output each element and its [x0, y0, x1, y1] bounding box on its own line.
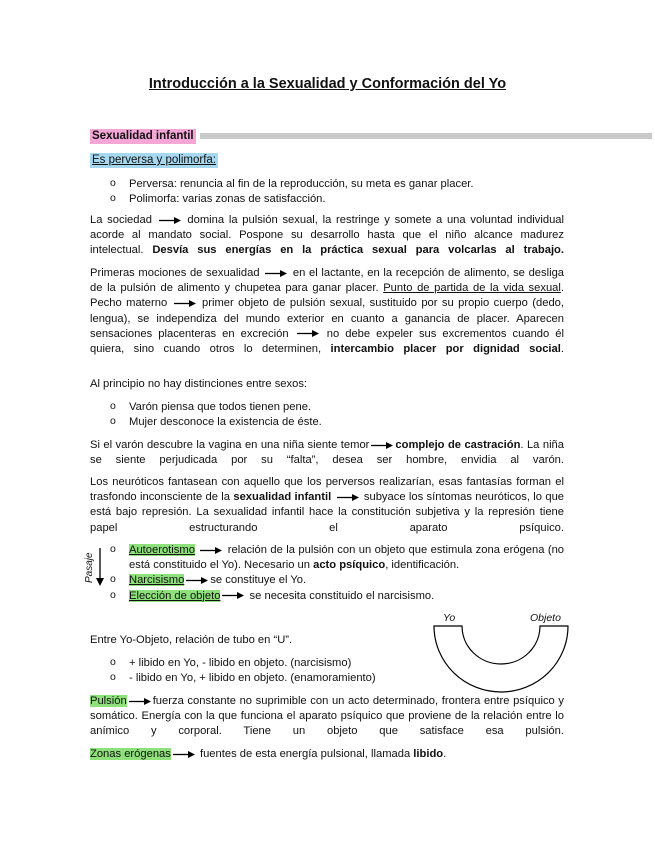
paragraph-tubo: Entre Yo-Objeto, relación de tubo en “U”.: [90, 634, 293, 646]
section-divider: [200, 133, 652, 139]
text-run: Primeras mociones de sexualidad: [90, 267, 260, 279]
text-run: .: [560, 343, 564, 356]
list-item: o Polimorfa: varias zonas de satisfacción.: [110, 192, 560, 207]
list-libido: [110, 656, 440, 686]
text-run: fuerza constante no suprimible con un acto determinado, frontera entre psíquico y somático. Energía con la que funciona el aparato psíquico que proviene de la relación entre lo anímico y corporal. Tiene un objeto que satisface esa pulsión.: [90, 695, 564, 738]
text-run: Los neuróticos fantasean con aquello que los perversos realizarían, esas fantasías forman el trasfondo inconsciente de la: [90, 476, 564, 504]
text-bold: intercambio placer por dignidad social: [330, 343, 561, 356]
diagram-label-objeto: Objeto: [530, 612, 561, 624]
paragraph-neuroticos: [90, 475, 564, 551]
text-bold: sexualidad infantil: [233, 491, 332, 504]
right-arrow-icon: [297, 330, 319, 337]
text-run: en el lactante, en la recepción de alimento, se desliga de la pulsión de alimento y chupetea para ganar placer.: [90, 267, 565, 295]
text-underlined: Punto de partida de la vida sexual: [383, 282, 561, 295]
list-perversa: [110, 177, 560, 207]
pasaje-label: Pasaje: [84, 552, 95, 583]
right-arrow-icon: [186, 577, 208, 584]
paragraph-zonas: [90, 747, 446, 762]
paragraph-pulsion: [90, 694, 564, 755]
term-narcisismo: Narcisismo: [129, 574, 185, 587]
term-pulsion: Pulsión: [90, 695, 127, 707]
list-item: [110, 543, 564, 573]
list-item: o + libido en Yo, - libido en objeto. (narcisismo): [110, 656, 440, 671]
term-zonas-erogenas: Zonas erógenas: [90, 748, 171, 760]
right-arrow-icon: [159, 217, 181, 224]
list-item: o Perversa: renuncia al fin de la reproducción, su meta es ganar placer.: [110, 177, 560, 192]
subheading-perversa: Es perversa y polimorfa:: [92, 154, 216, 166]
text-run: La sociedad: [90, 214, 152, 226]
text-bold: acto psíquico: [313, 559, 386, 572]
right-arrow-icon: [200, 547, 222, 554]
right-arrow-icon: [173, 751, 195, 758]
text-run: primer objeto de pulsión sexual, sustituido por su propio cuerpo (dedo, lengua), se independiza del mundo exterior en cuanto a ganancia de placer. Aparecen sensaciones placenteras en excreción: [90, 297, 565, 340]
text-bold: Desvía sus energías en la práctica sexual para volcarlas al trabajo.: [152, 244, 565, 257]
list-sexos: [110, 400, 560, 430]
right-arrow-icon: [174, 300, 196, 307]
text-bold: complejo de castración: [395, 439, 521, 451]
list-item: [110, 589, 564, 604]
down-arrow-icon: [96, 548, 104, 586]
text-run: . Pecho materno: [90, 282, 564, 310]
text-run: domina la pulsión sexual, la restringe y somete a una voluntad individual acorde al mandato social. Pospone su desarrollo hasta que el niño alcance madurez intelectual.: [90, 214, 565, 257]
right-arrow-icon: [265, 270, 287, 277]
list-item: o - libido en Yo, + libido en objeto. (enamoramiento): [110, 671, 440, 686]
right-arrow-icon: [371, 442, 393, 449]
section-heading: Sexualidad infantil: [92, 130, 194, 142]
text-run: .: [443, 748, 447, 760]
u-tube-diagram: [432, 612, 570, 694]
text-run: fuentes de esta energía pulsional, llamada: [199, 748, 414, 760]
text-run: Si el varón descubre la vagina en una niña siente temor: [90, 439, 370, 451]
paragraph-distinciones: Al principio no hay distinciones entre sexos:: [90, 378, 308, 390]
term-eleccion-objeto: Elección de objeto: [129, 589, 221, 602]
page-title: Introducción a la Sexualidad y Conformación del Yo: [148, 76, 507, 92]
text-run: no debe expeler sus excrementos cuando él quiera, sino cuando otros lo determinen,: [90, 327, 565, 356]
text-run: relación de la pulsión con un objeto que estimula zona erógena (no está constituido el Yo). Necesario un: [129, 544, 565, 572]
text-run: se constituye el Yo.: [210, 574, 307, 587]
right-arrow-icon: [222, 592, 244, 599]
text-run: . La niña se siente perjudicada por su “falta”, desea ser hombre, envidia al varón.: [90, 439, 564, 467]
text-run: subyace los síntomas neuróticos, lo que está bajo represión. La sexualidad infantil hace la constitución subjetiva y la represión tiene papel estructurando el aparato psíquico.: [90, 491, 565, 534]
paragraph-mociones: [90, 266, 564, 372]
list-item: o Mujer desconoce la existencia de éste.: [110, 415, 560, 430]
text-run: , identificación.: [385, 559, 460, 572]
text-run: se necesita constituido el narcisismo.: [249, 589, 435, 602]
diagram-label-yo: Yo: [443, 612, 456, 624]
right-arrow-icon: [337, 494, 359, 501]
text-bold: libido: [413, 748, 444, 760]
term-autoerotismo: Autoerotismo: [129, 544, 195, 556]
list-item: o Varón piensa que todos tienen pene.: [110, 400, 560, 415]
list-item: [110, 573, 564, 588]
list-etapas: [110, 543, 564, 604]
paragraph-sociedad: [90, 213, 564, 274]
right-arrow-icon: [129, 698, 151, 705]
